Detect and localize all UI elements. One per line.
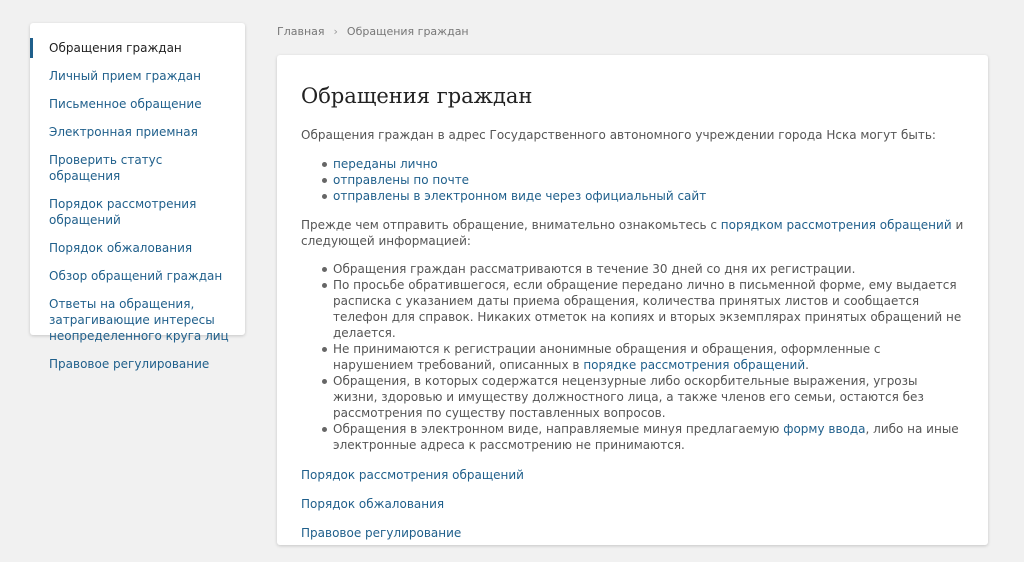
- breadcrumb-separator: ›: [333, 25, 338, 38]
- way-online-link[interactable]: отправлены в электронном виде через официальный сайт: [333, 189, 707, 203]
- procedure-note-text: Прежде чем отправить обращение, внимательно ознакомьтесь с: [301, 218, 721, 232]
- content-card: [277, 55, 988, 545]
- sidebar-item-pravovoe[interactable]: Правовое регулирование: [49, 357, 210, 371]
- breadcrumb-home-link[interactable]: Главная: [277, 25, 325, 38]
- procedure-note: [301, 217, 964, 249]
- list-item: [333, 172, 964, 188]
- list-item: Обращения, в которых содержатся нецензурные либо оскорбительные выражения, угрозы жизни, здоровью и имуществу должностного лица, а также членов его семьи, остаются без рассмотрения по существу поставленных вопросов.: [333, 373, 964, 421]
- rule-text: Обращения в электронном виде, направляемые минуя предлагаемую: [333, 422, 784, 436]
- procedure-inline-link[interactable]: порядком рассмотрения обращений: [720, 218, 952, 232]
- sidebar-item-pismennoe[interactable]: Письменное обращение: [49, 97, 202, 111]
- sidebar-item-lichny-priem[interactable]: Личный прием граждан: [49, 69, 201, 83]
- rule-text-end: .: [805, 358, 809, 372]
- intro-text: Обращения граждан в адрес Государственного автономного учреждении города Нска могут быть:: [301, 128, 936, 142]
- footer-link-poryadok-rassmotreniya[interactable]: Порядок рассмотрения обращений: [301, 468, 524, 482]
- breadcrumb-current: Обращения граждан: [346, 25, 469, 38]
- sidebar-item-elektronnaya-priemnaya[interactable]: Электронная приемная: [49, 125, 198, 139]
- sidebar-item-status[interactable]: Проверить статус обращения: [49, 153, 163, 183]
- list-item: [333, 188, 964, 204]
- list-item: По просьбе обратившегося, если обращение передано лично в письменной форме, ему выдается расписка с указанием даты приема обращения, количества принятых листов и сообщается телефон для справок. Никаких отметок на копиях и вторых экземплярах принятых обращений не делается.: [333, 277, 964, 341]
- list-item: [333, 156, 964, 172]
- submission-ways-list: [301, 156, 964, 204]
- list-item: Обращения граждан рассматриваются в течение 30 дней со дня их регистрации.: [333, 261, 964, 277]
- way-by-mail-link[interactable]: отправлены по почте: [333, 173, 470, 187]
- breadcrumb: [277, 25, 469, 39]
- sidebar-item-otvety[interactable]: Ответы на обращения, затрагивающие интересы неопределенного круга лиц: [49, 297, 229, 343]
- footer-link-poryadok-obzhalovaniya[interactable]: Порядок обжалования: [301, 497, 445, 511]
- sidebar-item-obrascheniya[interactable]: Обращения граждан: [30, 38, 245, 58]
- footer-link-pravovoe-regulirovanie[interactable]: Правовое регулирование: [301, 526, 462, 540]
- page-title: Обращения граждан: [301, 84, 533, 108]
- rules-list: [301, 261, 964, 453]
- list-item: [333, 421, 964, 453]
- rule-text: Не принимаются к регистрации анонимные обращения и обращения, оформленные с нарушением требований, описанных в: [333, 342, 881, 372]
- way-in-person-link[interactable]: переданы лично: [333, 157, 438, 171]
- sidebar-nav: [30, 23, 245, 371]
- sidebar-item-poryadok-obzhalovaniya[interactable]: Порядок обжалования: [49, 241, 193, 255]
- sidebar-item-poryadok-rassmotreniya[interactable]: Порядок рассмотрения обращений: [49, 197, 197, 227]
- input-form-link[interactable]: форму ввода: [783, 422, 866, 436]
- procedure-note-text-end: и следующей информацией:: [301, 218, 964, 248]
- rule-text-end: , либо на иные электронные адреса к рассмотрению не принимаются.: [333, 422, 959, 452]
- sidebar-item-obzor[interactable]: Обзор обращений граждан: [49, 269, 223, 283]
- list-item: [333, 341, 964, 373]
- rules-procedure-link[interactable]: порядке рассмотрения обращений: [583, 358, 806, 372]
